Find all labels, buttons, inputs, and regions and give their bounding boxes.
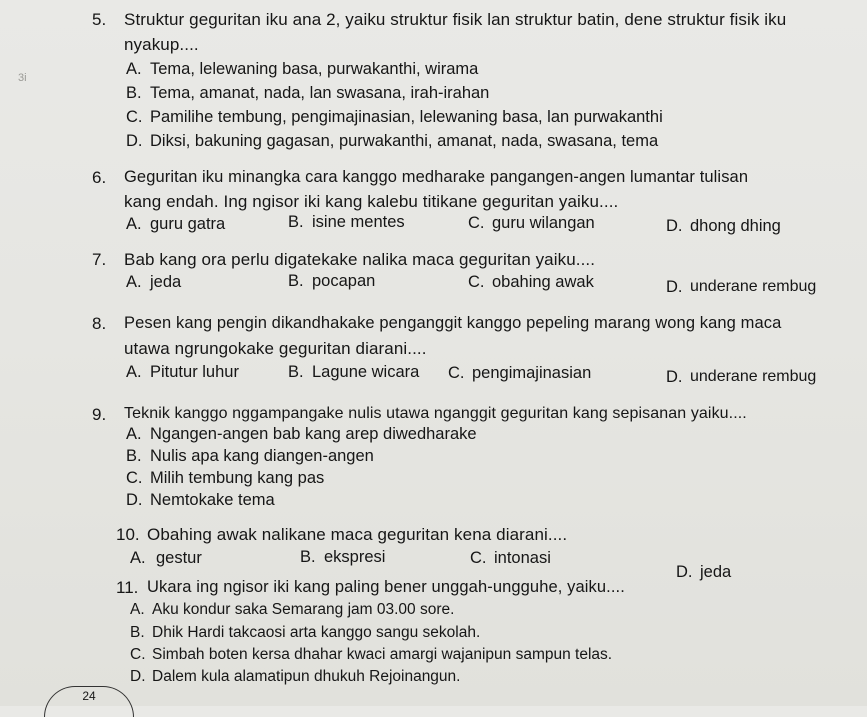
option-letter[interactable]: D. xyxy=(676,563,693,581)
option-text[interactable]: Nulis apa kang diangen-angen xyxy=(150,447,374,465)
option-letter[interactable]: A. xyxy=(126,60,142,78)
option-letter[interactable]: A. xyxy=(126,273,142,291)
option-text[interactable]: underane rembug xyxy=(690,278,817,295)
question-number: 6. xyxy=(92,168,107,187)
question-number: 9. xyxy=(92,405,107,424)
option-letter[interactable]: D. xyxy=(666,217,683,235)
option-text[interactable]: Ngangen-angen bab kang arep diwedharake xyxy=(150,425,477,443)
option-letter[interactable]: C. xyxy=(468,214,485,232)
option-text[interactable]: Dhik Hardi takcaosi arta kanggo sangu sekolah. xyxy=(152,624,481,641)
option-letter[interactable]: A. xyxy=(126,363,142,381)
page-number: 24 xyxy=(82,689,96,703)
option-letter[interactable]: C. xyxy=(448,364,465,382)
option-text[interactable]: Diksi, bakuning gagasan, purwakanthi, amanat, nada, swasana, tema xyxy=(150,132,659,150)
option-letter[interactable]: B. xyxy=(288,363,304,381)
margin-mark: 3i xyxy=(18,72,27,84)
option-text[interactable]: ekspresi xyxy=(324,548,386,566)
option-letter[interactable]: C. xyxy=(130,646,146,663)
option-letter[interactable]: A. xyxy=(130,601,145,618)
option-letter[interactable]: B. xyxy=(300,548,316,566)
page-number-tab xyxy=(44,686,134,717)
question-text-line: utawa ngrungokake geguritan diarani.... xyxy=(124,339,427,358)
option-text[interactable]: isine mentes xyxy=(312,213,405,231)
option-letter[interactable]: C. xyxy=(126,469,143,487)
option-text[interactable]: Milih tembung kang pas xyxy=(150,469,325,487)
option-text[interactable]: Tema, amanat, nada, lan swasana, irah-irahan xyxy=(150,84,490,102)
question-text-line: Geguritan iku minangka cara kanggo medharake pangangen-angen lumantar tulisan xyxy=(124,168,749,186)
option-text[interactable]: guru wilangan xyxy=(492,214,595,232)
option-text[interactable]: Nemtokake tema xyxy=(150,491,275,509)
question-number: 7. xyxy=(92,250,107,269)
question-text-line: Ukara ing ngisor iki kang paling bener unggah-ungguhe, yaiku.... xyxy=(147,578,625,596)
option-text[interactable]: jeda xyxy=(700,563,732,581)
option-text[interactable]: Pamilihe tembung, pengimajinasian, lelewaning basa, lan purwakanthi xyxy=(150,108,663,126)
question-number: 5. xyxy=(92,10,107,29)
question-text-line: Pesen kang pengin dikandhakake penganggit kanggo pepeling marang wong kang maca xyxy=(124,314,782,332)
question-number: 8. xyxy=(92,314,107,333)
option-text[interactable]: gestur xyxy=(156,549,202,567)
option-letter[interactable]: D. xyxy=(130,668,146,685)
option-text[interactable]: Lagune wicara xyxy=(312,363,420,381)
question-text-line: Bab kang ora perlu digatekake nalika maca geguritan yaiku.... xyxy=(124,250,596,269)
option-letter[interactable]: A. xyxy=(126,425,142,443)
question-text-line: Obahing awak nalikane maca geguritan kena diarani.... xyxy=(147,525,568,544)
option-text[interactable]: pocapan xyxy=(312,272,376,290)
question-text-line: Teknik kanggo nggampangake nulis utawa nganggit geguritan kang sepisanan yaiku.... xyxy=(124,405,747,422)
option-letter[interactable]: C. xyxy=(126,108,143,126)
option-letter[interactable]: A. xyxy=(130,549,146,567)
option-text[interactable]: dhong dhing xyxy=(690,217,781,235)
question-number: 11. xyxy=(116,578,139,597)
option-letter[interactable]: D. xyxy=(666,278,683,296)
option-letter[interactable]: C. xyxy=(468,273,485,291)
option-letter[interactable]: B. xyxy=(126,447,142,465)
option-letter[interactable]: C. xyxy=(470,549,487,567)
option-letter[interactable]: B. xyxy=(288,213,304,231)
option-text[interactable]: Simbah boten kersa dhahar kwaci amargi wajanipun sampun telas. xyxy=(152,646,613,663)
option-text[interactable]: Pitutur luhur xyxy=(150,363,239,381)
option-letter[interactable]: B. xyxy=(126,84,142,102)
question-number: 10. xyxy=(116,525,140,544)
option-text[interactable]: pengimajinasian xyxy=(472,364,592,382)
option-text[interactable]: Dalem kula alamatipun dhukuh Rejoinangun. xyxy=(152,668,461,685)
option-letter[interactable]: B. xyxy=(130,624,145,641)
option-text[interactable]: intonasi xyxy=(494,549,551,567)
option-text[interactable]: underane rembug xyxy=(690,368,817,385)
option-letter[interactable]: B. xyxy=(288,272,304,290)
question-text-line: kang endah. Ing ngisor iki kang kalebu titikane geguritan yaiku.... xyxy=(124,192,619,211)
question-text-line: Struktur geguritan iku ana 2, yaiku struktur fisik lan struktur batin, dene struktur fisik iku xyxy=(124,10,787,29)
option-letter[interactable]: A. xyxy=(126,215,142,233)
option-text[interactable]: Aku kondur saka Semarang jam 03.00 sore. xyxy=(152,601,455,618)
option-text[interactable]: Tema, lelewaning basa, purwakanthi, wirama xyxy=(150,60,479,78)
option-letter[interactable]: D. xyxy=(126,132,143,150)
option-text[interactable]: guru gatra xyxy=(150,215,226,233)
option-text[interactable]: jeda xyxy=(150,273,182,291)
question-text-line: nyakup.... xyxy=(124,35,199,54)
option-letter[interactable]: D. xyxy=(666,368,683,386)
option-letter[interactable]: D. xyxy=(126,491,143,509)
option-text[interactable]: obahing awak xyxy=(492,273,594,291)
